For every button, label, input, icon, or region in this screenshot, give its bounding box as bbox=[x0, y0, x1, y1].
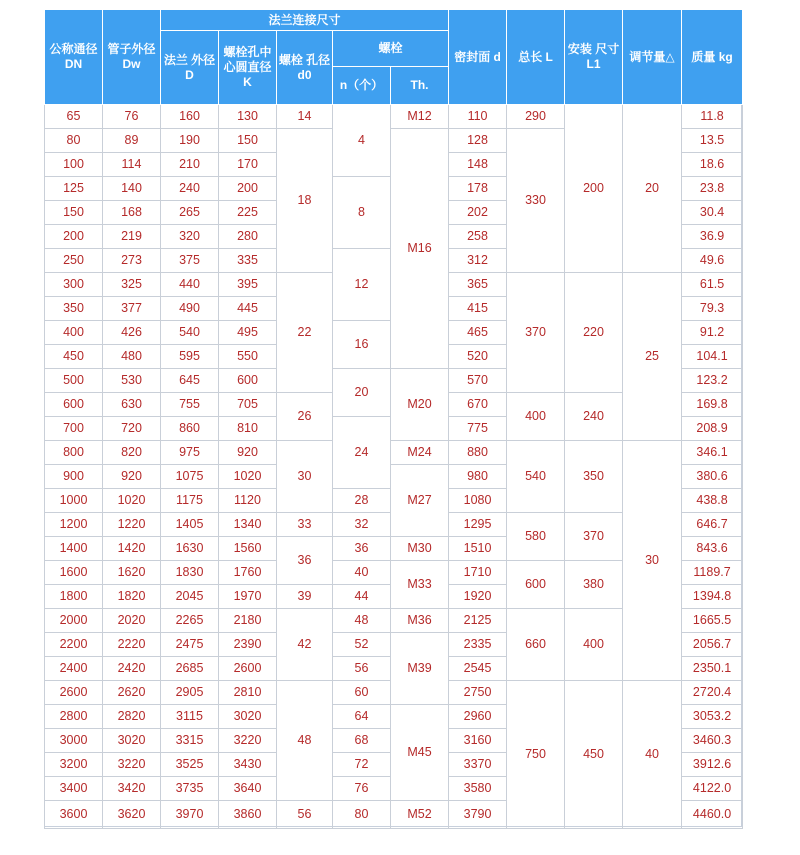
cell-mass: 61.5 bbox=[682, 273, 743, 297]
cell-outer-d: 1175 bbox=[161, 489, 219, 513]
header-pcd: 螺栓孔中 心圆直径 K bbox=[219, 31, 277, 105]
cell-bolt-th: M36 bbox=[391, 609, 449, 633]
cell-seal: 2125 bbox=[449, 609, 507, 633]
cell-install: 370 bbox=[565, 513, 623, 561]
cell-seal: 258 bbox=[449, 225, 507, 249]
cell-seal: 980 bbox=[449, 465, 507, 489]
cell-dw: 219 bbox=[103, 225, 161, 249]
cell-mass: 2720.4 bbox=[682, 681, 743, 705]
cell-hole: 48 bbox=[277, 681, 333, 801]
table-row bbox=[45, 441, 743, 465]
cell-seal: 2545 bbox=[449, 657, 507, 681]
cell-outer-d: 3315 bbox=[161, 729, 219, 753]
cell-bolt-n: 44 bbox=[333, 585, 391, 609]
cell-length: 290 bbox=[507, 105, 565, 129]
header-bolt-n: n（个） bbox=[333, 67, 391, 105]
cell-hole: 42 bbox=[277, 609, 333, 681]
cell-mass: 843.6 bbox=[682, 537, 743, 561]
cell-bolt-n: 4 bbox=[333, 105, 391, 177]
cell-seal: 1710 bbox=[449, 561, 507, 585]
cell-mass: 3053.2 bbox=[682, 705, 743, 729]
cell-dn: 2800 bbox=[45, 705, 103, 729]
cell-outer-d: 375 bbox=[161, 249, 219, 273]
cell-dn: 3000 bbox=[45, 729, 103, 753]
cell-dn: 250 bbox=[45, 249, 103, 273]
cell-outer-d: 2475 bbox=[161, 633, 219, 657]
cell-outer-d: 2685 bbox=[161, 657, 219, 681]
cell-outer-d: 2905 bbox=[161, 681, 219, 705]
cell-seal: 3370 bbox=[449, 753, 507, 777]
cell-bolt-n: 20 bbox=[333, 369, 391, 417]
cell-seal: 312 bbox=[449, 249, 507, 273]
cell-seal: 178 bbox=[449, 177, 507, 201]
cell-dw: 3420 bbox=[103, 777, 161, 801]
cell-seal: 2335 bbox=[449, 633, 507, 657]
cell-adjust: 40 bbox=[623, 681, 682, 829]
cell-mass: 91.2 bbox=[682, 321, 743, 345]
cell-seal: 2960 bbox=[449, 705, 507, 729]
cell-seal: 880 bbox=[449, 441, 507, 465]
cell-dw: 720 bbox=[103, 417, 161, 441]
header-mass: 质量 kg bbox=[682, 10, 743, 105]
cell-dw: 426 bbox=[103, 321, 161, 345]
cell-outer-d: 3525 bbox=[161, 753, 219, 777]
cell-seal: 1510 bbox=[449, 537, 507, 561]
cell-pcd: 2180 bbox=[219, 609, 277, 633]
cell-length: 330 bbox=[507, 129, 565, 273]
cell-outer-d: 440 bbox=[161, 273, 219, 297]
cell-mass: 79.3 bbox=[682, 297, 743, 321]
cell-bolt-n: 16 bbox=[333, 321, 391, 369]
cell-pcd: 495 bbox=[219, 321, 277, 345]
cell-hole: 56 bbox=[277, 801, 333, 829]
cell-pcd: 3220 bbox=[219, 729, 277, 753]
cell-dw: 3020 bbox=[103, 729, 161, 753]
cell-pcd: 225 bbox=[219, 201, 277, 225]
cell-hole: 26 bbox=[277, 393, 333, 441]
cell-bolt-n: 80 bbox=[333, 801, 391, 829]
cell-mass: 169.8 bbox=[682, 393, 743, 417]
cell-length: 600 bbox=[507, 561, 565, 609]
cell-mass: 30.4 bbox=[682, 201, 743, 225]
cell-outer-d: 2265 bbox=[161, 609, 219, 633]
header-adjust: 调节量△ bbox=[623, 10, 682, 105]
cell-dn: 600 bbox=[45, 393, 103, 417]
cell-dn: 2400 bbox=[45, 657, 103, 681]
cell-outer-d: 265 bbox=[161, 201, 219, 225]
table-body bbox=[45, 105, 743, 829]
cell-pcd: 1970 bbox=[219, 585, 277, 609]
cell-dw: 273 bbox=[103, 249, 161, 273]
cell-dn: 300 bbox=[45, 273, 103, 297]
cell-install: 240 bbox=[565, 393, 623, 441]
cell-dn: 3600 bbox=[45, 801, 103, 829]
cell-dw: 2220 bbox=[103, 633, 161, 657]
cell-outer-d: 595 bbox=[161, 345, 219, 369]
header-install: 安装 尺寸 L1 bbox=[565, 10, 623, 105]
cell-bolt-th: M33 bbox=[391, 561, 449, 609]
cell-pcd: 170 bbox=[219, 153, 277, 177]
cell-pcd: 1020 bbox=[219, 465, 277, 489]
cell-install: 350 bbox=[565, 441, 623, 513]
cell-seal: 148 bbox=[449, 153, 507, 177]
cell-outer-d: 3115 bbox=[161, 705, 219, 729]
cell-pcd: 920 bbox=[219, 441, 277, 465]
cell-pcd: 2390 bbox=[219, 633, 277, 657]
cell-adjust: 20 bbox=[623, 105, 682, 273]
flange-dimension-table bbox=[44, 9, 743, 829]
cell-dn: 350 bbox=[45, 297, 103, 321]
cell-pcd: 130 bbox=[219, 105, 277, 129]
cell-dw: 140 bbox=[103, 177, 161, 201]
cell-length: 750 bbox=[507, 681, 565, 829]
cell-pcd: 200 bbox=[219, 177, 277, 201]
cell-length: 540 bbox=[507, 441, 565, 513]
cell-dn: 200 bbox=[45, 225, 103, 249]
cell-mass: 3460.3 bbox=[682, 729, 743, 753]
cell-pcd: 600 bbox=[219, 369, 277, 393]
cell-hole: 14 bbox=[277, 105, 333, 129]
cell-dw: 2020 bbox=[103, 609, 161, 633]
cell-bolt-n: 56 bbox=[333, 657, 391, 681]
cell-seal: 1920 bbox=[449, 585, 507, 609]
cell-dn: 3400 bbox=[45, 777, 103, 801]
cell-pcd: 3020 bbox=[219, 705, 277, 729]
cell-length: 400 bbox=[507, 393, 565, 441]
cell-mass: 11.8 bbox=[682, 105, 743, 129]
header-flange-group: 法兰连接尺寸 bbox=[161, 10, 449, 31]
cell-pcd: 3430 bbox=[219, 753, 277, 777]
cell-bolt-n: 12 bbox=[333, 249, 391, 321]
cell-mass: 438.8 bbox=[682, 489, 743, 513]
cell-dw: 3620 bbox=[103, 801, 161, 829]
cell-dw: 1620 bbox=[103, 561, 161, 585]
cell-bolt-th: M30 bbox=[391, 537, 449, 561]
header-bolt-th: Th. bbox=[391, 67, 449, 105]
cell-hole: 18 bbox=[277, 129, 333, 273]
header-seal: 密封面 d bbox=[449, 10, 507, 105]
cell-bolt-n: 60 bbox=[333, 681, 391, 705]
cell-mass: 1665.5 bbox=[682, 609, 743, 633]
cell-mass: 646.7 bbox=[682, 513, 743, 537]
cell-mass: 18.6 bbox=[682, 153, 743, 177]
cell-seal: 465 bbox=[449, 321, 507, 345]
cell-outer-d: 1405 bbox=[161, 513, 219, 537]
cell-mass: 4460.0 bbox=[682, 801, 743, 829]
cell-dn: 65 bbox=[45, 105, 103, 129]
cell-mass: 346.1 bbox=[682, 441, 743, 465]
cell-hole: 39 bbox=[277, 585, 333, 609]
cell-bolt-n: 52 bbox=[333, 633, 391, 657]
cell-pcd: 1340 bbox=[219, 513, 277, 537]
cell-seal: 3790 bbox=[449, 801, 507, 829]
cell-dn: 400 bbox=[45, 321, 103, 345]
cell-dw: 89 bbox=[103, 129, 161, 153]
cell-outer-d: 1075 bbox=[161, 465, 219, 489]
cell-pcd: 1760 bbox=[219, 561, 277, 585]
cell-outer-d: 3735 bbox=[161, 777, 219, 801]
cell-outer-d: 1830 bbox=[161, 561, 219, 585]
cell-bolt-n: 32 bbox=[333, 513, 391, 537]
cell-dw: 168 bbox=[103, 201, 161, 225]
cell-dw: 1420 bbox=[103, 537, 161, 561]
cell-pcd: 705 bbox=[219, 393, 277, 417]
cell-mass: 1394.8 bbox=[682, 585, 743, 609]
cell-bolt-n: 36 bbox=[333, 537, 391, 561]
cell-pcd: 1120 bbox=[219, 489, 277, 513]
cell-seal: 365 bbox=[449, 273, 507, 297]
cell-seal: 570 bbox=[449, 369, 507, 393]
cell-seal: 670 bbox=[449, 393, 507, 417]
header-hole: 螺栓 孔径 d0 bbox=[277, 31, 333, 105]
cell-dn: 1000 bbox=[45, 489, 103, 513]
cell-dn: 150 bbox=[45, 201, 103, 225]
cell-dn: 500 bbox=[45, 369, 103, 393]
cell-mass: 208.9 bbox=[682, 417, 743, 441]
cell-bolt-n: 40 bbox=[333, 561, 391, 585]
cell-bolt-n: 68 bbox=[333, 729, 391, 753]
cell-pcd: 1560 bbox=[219, 537, 277, 561]
cell-seal: 520 bbox=[449, 345, 507, 369]
cell-adjust: 30 bbox=[623, 441, 682, 681]
cell-dn: 450 bbox=[45, 345, 103, 369]
cell-bolt-n: 76 bbox=[333, 777, 391, 801]
cell-bolt-n: 8 bbox=[333, 177, 391, 249]
cell-seal: 775 bbox=[449, 417, 507, 441]
cell-dw: 3220 bbox=[103, 753, 161, 777]
cell-mass: 4122.0 bbox=[682, 777, 743, 801]
cell-dn: 3200 bbox=[45, 753, 103, 777]
cell-install: 450 bbox=[565, 681, 623, 829]
cell-install: 400 bbox=[565, 609, 623, 681]
cell-bolt-th: M12 bbox=[391, 105, 449, 129]
header-dn: 公称通径 DN bbox=[45, 10, 103, 105]
cell-install: 200 bbox=[565, 105, 623, 273]
header-dw: 管子外径 Dw bbox=[103, 10, 161, 105]
cell-outer-d: 645 bbox=[161, 369, 219, 393]
cell-bolt-n: 24 bbox=[333, 417, 391, 489]
cell-dn: 100 bbox=[45, 153, 103, 177]
cell-mass: 123.2 bbox=[682, 369, 743, 393]
cell-length: 370 bbox=[507, 273, 565, 393]
cell-hole: 36 bbox=[277, 537, 333, 585]
cell-outer-d: 540 bbox=[161, 321, 219, 345]
cell-bolt-th: M27 bbox=[391, 465, 449, 537]
cell-dn: 1600 bbox=[45, 561, 103, 585]
cell-pcd: 3640 bbox=[219, 777, 277, 801]
cell-mass: 380.6 bbox=[682, 465, 743, 489]
cell-pcd: 2600 bbox=[219, 657, 277, 681]
cell-length: 660 bbox=[507, 609, 565, 681]
cell-bolt-th: M20 bbox=[391, 369, 449, 441]
cell-outer-d: 3970 bbox=[161, 801, 219, 829]
cell-dn: 1800 bbox=[45, 585, 103, 609]
cell-outer-d: 490 bbox=[161, 297, 219, 321]
cell-dw: 2420 bbox=[103, 657, 161, 681]
cell-dn: 1200 bbox=[45, 513, 103, 537]
cell-dn: 900 bbox=[45, 465, 103, 489]
cell-dw: 325 bbox=[103, 273, 161, 297]
cell-outer-d: 975 bbox=[161, 441, 219, 465]
cell-dw: 1220 bbox=[103, 513, 161, 537]
cell-mass: 2056.7 bbox=[682, 633, 743, 657]
cell-pcd: 810 bbox=[219, 417, 277, 441]
cell-bolt-th: M52 bbox=[391, 801, 449, 829]
cell-dw: 377 bbox=[103, 297, 161, 321]
cell-outer-d: 2045 bbox=[161, 585, 219, 609]
cell-seal: 1080 bbox=[449, 489, 507, 513]
cell-dw: 2820 bbox=[103, 705, 161, 729]
cell-install: 220 bbox=[565, 273, 623, 393]
cell-seal: 202 bbox=[449, 201, 507, 225]
cell-mass: 49.6 bbox=[682, 249, 743, 273]
cell-dw: 920 bbox=[103, 465, 161, 489]
cell-dn: 2200 bbox=[45, 633, 103, 657]
cell-mass: 23.8 bbox=[682, 177, 743, 201]
cell-bolt-n: 48 bbox=[333, 609, 391, 633]
cell-mass: 104.1 bbox=[682, 345, 743, 369]
cell-mass: 2350.1 bbox=[682, 657, 743, 681]
cell-outer-d: 190 bbox=[161, 129, 219, 153]
table-header bbox=[45, 10, 743, 105]
cell-pcd: 550 bbox=[219, 345, 277, 369]
cell-seal: 2750 bbox=[449, 681, 507, 705]
header-length: 总长 L bbox=[507, 10, 565, 105]
cell-pcd: 395 bbox=[219, 273, 277, 297]
header-outer-d: 法兰 外径 D bbox=[161, 31, 219, 105]
cell-dn: 800 bbox=[45, 441, 103, 465]
cell-pcd: 2810 bbox=[219, 681, 277, 705]
cell-dn: 2600 bbox=[45, 681, 103, 705]
cell-adjust: 25 bbox=[623, 273, 682, 441]
cell-dw: 630 bbox=[103, 393, 161, 417]
cell-seal: 110 bbox=[449, 105, 507, 129]
cell-pcd: 280 bbox=[219, 225, 277, 249]
cell-hole: 30 bbox=[277, 441, 333, 513]
cell-bolt-th: M39 bbox=[391, 633, 449, 705]
cell-pcd: 150 bbox=[219, 129, 277, 153]
cell-pcd: 445 bbox=[219, 297, 277, 321]
cell-dw: 1820 bbox=[103, 585, 161, 609]
cell-dw: 530 bbox=[103, 369, 161, 393]
header-bolt-group: 螺栓 bbox=[333, 31, 449, 67]
cell-mass: 36.9 bbox=[682, 225, 743, 249]
cell-dn: 125 bbox=[45, 177, 103, 201]
cell-dw: 820 bbox=[103, 441, 161, 465]
cell-pcd: 335 bbox=[219, 249, 277, 273]
cell-outer-d: 755 bbox=[161, 393, 219, 417]
cell-dw: 480 bbox=[103, 345, 161, 369]
cell-dn: 1400 bbox=[45, 537, 103, 561]
cell-dn: 80 bbox=[45, 129, 103, 153]
cell-bolt-n: 72 bbox=[333, 753, 391, 777]
cell-dw: 76 bbox=[103, 105, 161, 129]
table-row bbox=[45, 105, 743, 129]
cell-install: 380 bbox=[565, 561, 623, 609]
cell-pcd: 3860 bbox=[219, 801, 277, 829]
cell-bolt-th: M24 bbox=[391, 441, 449, 465]
cell-dn: 2000 bbox=[45, 609, 103, 633]
cell-dn: 700 bbox=[45, 417, 103, 441]
cell-mass: 3912.6 bbox=[682, 753, 743, 777]
cell-outer-d: 860 bbox=[161, 417, 219, 441]
cell-bolt-th: M16 bbox=[391, 129, 449, 369]
cell-outer-d: 160 bbox=[161, 105, 219, 129]
cell-dw: 114 bbox=[103, 153, 161, 177]
cell-mass: 1189.7 bbox=[682, 561, 743, 585]
cell-seal: 3580 bbox=[449, 777, 507, 801]
cell-bolt-th: M45 bbox=[391, 705, 449, 801]
cell-hole: 33 bbox=[277, 513, 333, 537]
cell-outer-d: 320 bbox=[161, 225, 219, 249]
cell-length: 580 bbox=[507, 513, 565, 561]
cell-dw: 2620 bbox=[103, 681, 161, 705]
cell-seal: 3160 bbox=[449, 729, 507, 753]
cell-outer-d: 210 bbox=[161, 153, 219, 177]
cell-dw: 1020 bbox=[103, 489, 161, 513]
cell-outer-d: 240 bbox=[161, 177, 219, 201]
cell-outer-d: 1630 bbox=[161, 537, 219, 561]
cell-seal: 415 bbox=[449, 297, 507, 321]
cell-seal: 128 bbox=[449, 129, 507, 153]
cell-bolt-n: 28 bbox=[333, 489, 391, 513]
cell-mass: 13.5 bbox=[682, 129, 743, 153]
cell-bolt-n: 64 bbox=[333, 705, 391, 729]
cell-hole: 22 bbox=[277, 273, 333, 393]
cell-seal: 1295 bbox=[449, 513, 507, 537]
